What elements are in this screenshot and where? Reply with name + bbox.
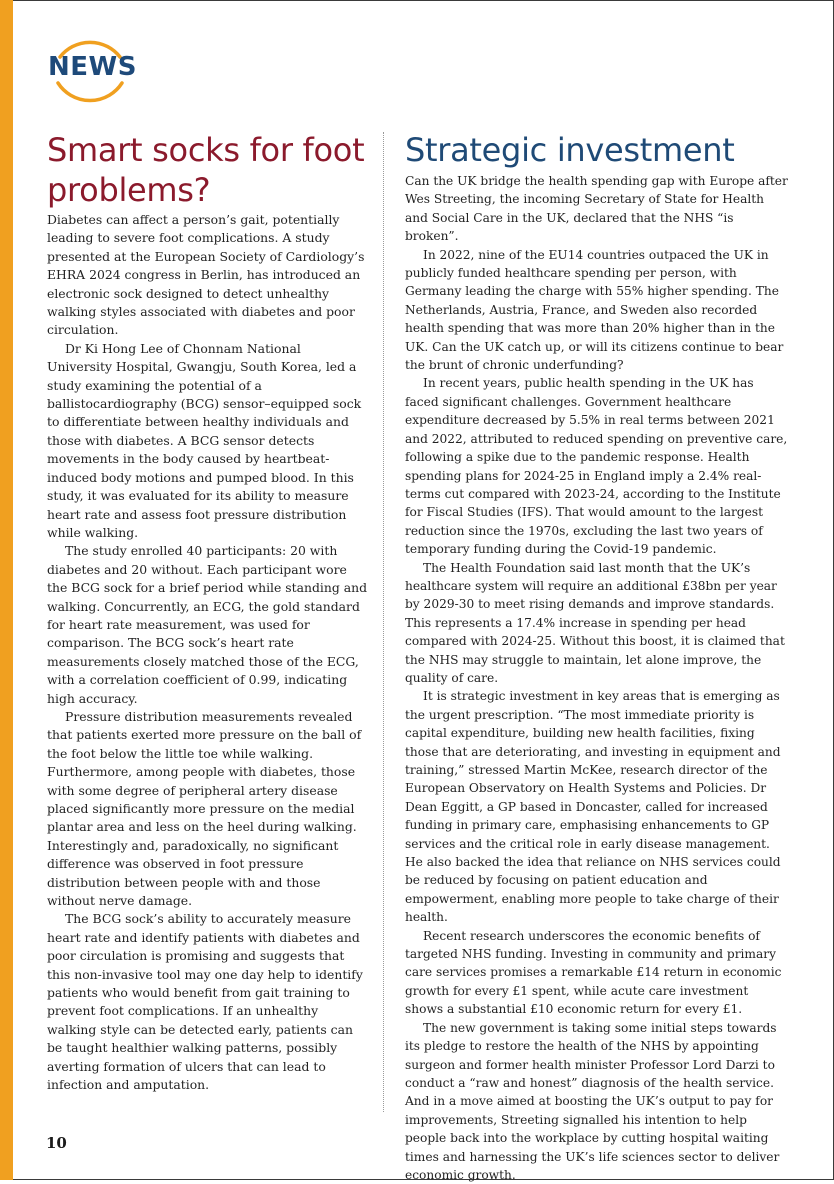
news-logo-text: NEWS <box>48 52 137 82</box>
right-paragraph: In recent years, public health spending in the UK has faced significant challenges. Government healthcare expenditure decreased by 5.5% in real terms between 2021 and 2022, attributed to reduced spending on preventive care, following a spike due to the pandemic response. Health spending plans for 2024-25 in England imply a 2.4% real-terms cut compared with 2023-24, according to the Institute for Fiscal Studies (IFS). That would amount to the largest reduction since the 1970s, excluding the last two years of temporary funding during the Covid-19 pandemic. <box>405 376 788 557</box>
right-article-body <box>405 172 790 1184</box>
right-article-title: Strategic investment <box>405 131 735 169</box>
left-paragraph: Diabetes can affect a person’s gait, potentially leading to severe foot complications. A study presented at the European Society of Cardiology’s EHRA 2024 congress in Berlin, has introduced an electronic sock designed to detect unhealthy walking styles associated with diabetes and poor circulation. <box>47 212 365 338</box>
right-paragraph: In 2022, nine of the EU14 countries outpaced the UK in publicly funded healthcare spending per person, with Germany leading the charge with 55% higher spending. The Netherlands, Austria, France, and Sweden also recorded health spending that was more than 20% higher than in the UK. Can the UK catch up, or will its citizens continue to bear the brunt of chronic underfunding? <box>405 247 784 373</box>
left-article <box>47 130 369 1095</box>
left-article-title: Smart socks for foot problems? <box>47 131 365 209</box>
right-paragraph: The new government is taking some initial steps towards its pledge to restore the health of the NHS by appointing surgeon and former health minister Professor Lord Darzi to conduct a “raw and honest” diagnosis of the health service. And in a move aimed at boosting the UK’s output to pay for improvements, Streeting signalled his intention to help people back into the workplace by cutting hospital waiting times and harnessing the UK’s life sciences sector to deliver economic growth. <box>405 1020 780 1182</box>
right-paragraph: Can the UK bridge the health spending gap with Europe after Wes Streeting, the incoming Secretary of State for Health and Social Care in the UK, declared that the NHS “is broken”. <box>405 174 788 244</box>
left-article-body <box>47 211 369 1095</box>
right-paragraph: It is strategic investment in key areas that is emerging as the urgent prescription. “The most immediate priority is capital expenditure, building new health facilities, fixing those that are deteriorating, and investing in equipment and training,” stressed Martin McKee, research director of the European Observatory on Health Systems and Policies. Dr Dean Eggitt, a GP based in Doncaster, called for increased funding in primary care, emphasising enhancements to GP services and the critical role in early disease management. He also backed the idea that reliance on NHS services could be reduced by focusing on patient education and empowerment, enabling more people to take charge of their health. <box>405 689 781 925</box>
right-article <box>405 130 790 1184</box>
right-paragraph: The Health Foundation said last month that the UK’s healthcare system will require an additional £38bn per year by 2029-30 to meet rising demands and improve standards. This represents a 17.4% increase in spending per head compared with 2024-25. Without this boost, it is claimed that the NHS may struggle to maintain, let alone improve, the quality of care. <box>405 560 785 685</box>
page-number: 10 <box>46 1134 67 1152</box>
accent-bar <box>0 0 13 1180</box>
left-paragraph: The study enrolled 40 participants: 20 with diabetes and 20 without. Each participant wore the BCG sock for a brief period while standing and walking. Concurrently, an ECG, the gold standard for heart rate measurement, was used for comparison. The BCG sock’s heart rate measurements closely matched those of the ECG, with a correlation coefficient of 0.99, indicating high accuracy. <box>47 543 368 706</box>
left-paragraph: Dr Ki Hong Lee of Chonnam National University Hospital, Gwangju, South Korea, led a study examining the potential of a ballistocardiography (BCG) sensor–equipped sock to differentiate between healthy individuals and those with diabetes. A BCG sensor detects movements in the body caused by heartbeat-induced body motions and pumped blood. In this study, it was evaluated for its ability to measure heart rate and assess foot pressure distribution while walking. <box>47 340 362 540</box>
left-paragraph: Pressure distribution measurements revealed that patients exerted more pressure on the ball of the foot below the little toe while walking. Furthermore, among people with diabetes, those with some degree of peripheral artery disease placed significantly more pressure on the medial plantar area and less on the heel during walking. Interestingly and, paradoxically, no significant difference was observed in foot pressure distribution between people with and those without nerve damage. <box>47 708 362 909</box>
right-paragraph: Recent research underscores the economic benefits of targeted NHS funding. Investing in community and primary care services promises a remarkable £14 return in economic growth for every £1 spent, while acute care investment shows a substantial £10 economic return for every £1. <box>405 928 782 1017</box>
left-paragraph: The BCG sock’s ability to accurately measure heart rate and identify patients with diabetes and poor circulation is promising and suggests that this non-invasive tool may one day help to identify patients who would benefit from gait training to prevent foot complications. If an unhealthy walking style can be detected early, patients can be taught healthier walking patterns, possibly averting formation of ulcers that can lead to infection and amputation. <box>47 911 363 1093</box>
column-divider <box>383 132 384 1112</box>
